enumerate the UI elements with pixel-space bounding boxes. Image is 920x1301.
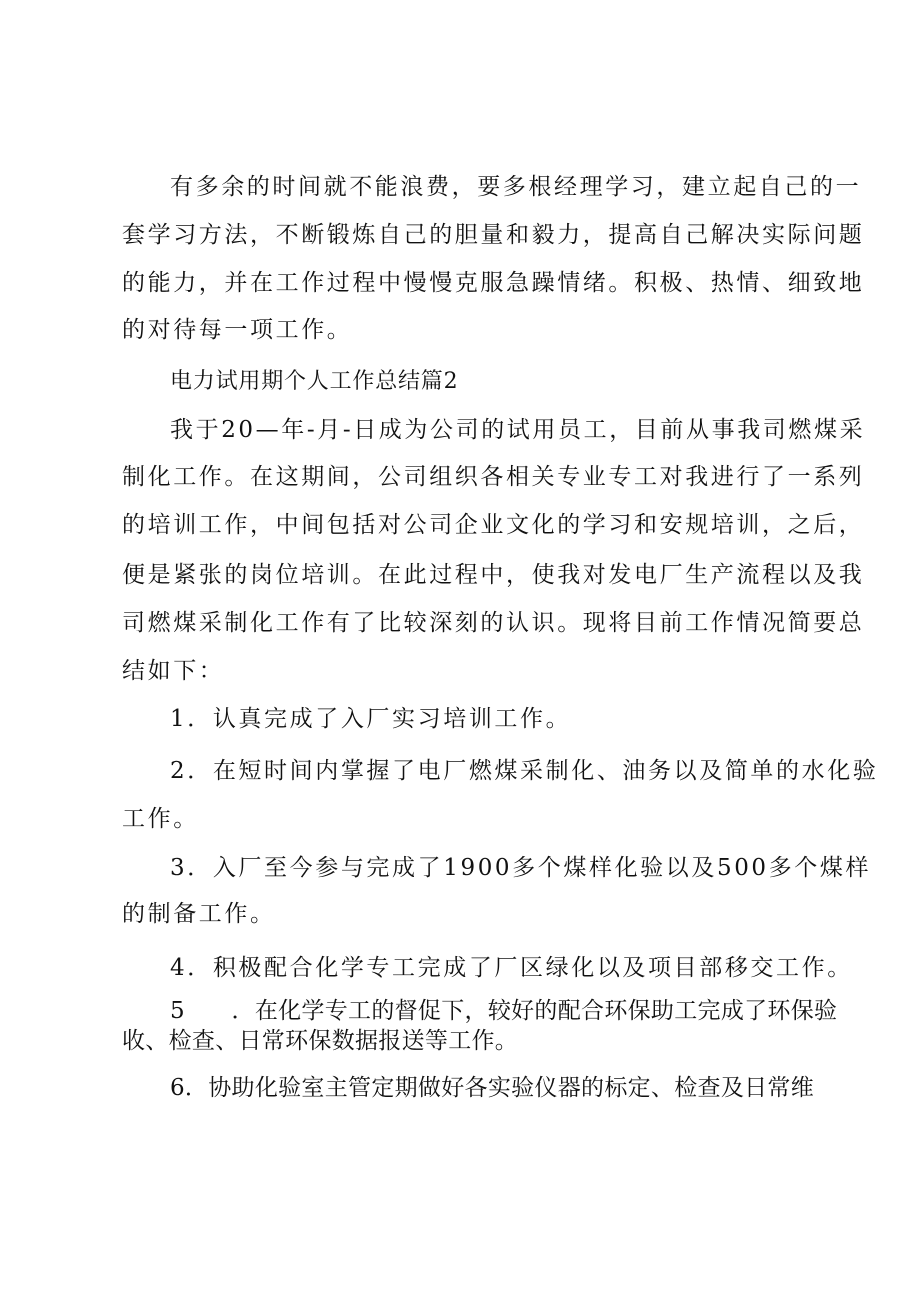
paragraph-2-line-5: 司燃煤采制化工作有了比较深刻的认识。现将目前工作情况简要总: [122, 610, 865, 636]
list-item-3-line-2: 的制备工作。: [122, 901, 276, 927]
list-item-3-line-1: 3．入厂至今参与完成了1900多个煤样化验以及500多个煤样: [170, 855, 872, 881]
list-item-2-line-2: 工作。: [122, 806, 199, 832]
paragraph-2-line-1: 我于20—年-月-日成为公司的试用员工，目前从事我司燃煤采: [170, 417, 866, 443]
paragraph-2-line-2: 制化工作。在这期间，公司组织各相关专业专工对我进行了一系列: [122, 464, 865, 490]
list-item-5-line-1: 5 ．在化学专工的督促下，较好的配合环保助工完成了环保验: [170, 998, 838, 1024]
paragraph-1-line-1: 有多余的时间就不能浪费，要多根经理学习，建立起自己的一: [170, 174, 862, 200]
paragraph-1-line-2: 套学习方法，不断锻炼自己的胆量和毅力，提高自己解决实际问题: [122, 222, 865, 248]
list-item-2-line-1: 2．在短时间内掌握了电厂燃煤采制化、油务以及简单的水化验: [170, 758, 879, 784]
paragraph-2-line-3: 的培训工作，中间包括对公司企业文化的学习和安规培训，之后，: [122, 512, 865, 538]
paragraph-1-line-3: 的能力，并在工作过程中慢慢克服急躁情绪。积极、热情、细致地: [122, 270, 865, 296]
paragraph-2-line-4: 便是紧张的岗位培训。在此过程中，使我对发电厂生产流程以及我: [122, 562, 865, 588]
paragraph-2-line-6: 结如下：: [122, 658, 225, 684]
list-item-6-line-1: 6．协助化验室主管定期做好各实验仪器的标定、检查及日常维: [170, 1075, 815, 1101]
section-title: 电力试用期个人工作总结篇2: [170, 369, 459, 394]
list-item-5-line-2: 收、检查、日常环保数据报送等工作。: [122, 1028, 519, 1054]
list-item-1: 1．认真完成了入厂实习培训工作。: [170, 706, 572, 732]
paragraph-1-line-4: 的对待每一项工作。: [122, 317, 353, 343]
list-item-4: 4．积极配合化学专工完成了厂区绿化以及项目部移交工作。: [170, 955, 853, 981]
